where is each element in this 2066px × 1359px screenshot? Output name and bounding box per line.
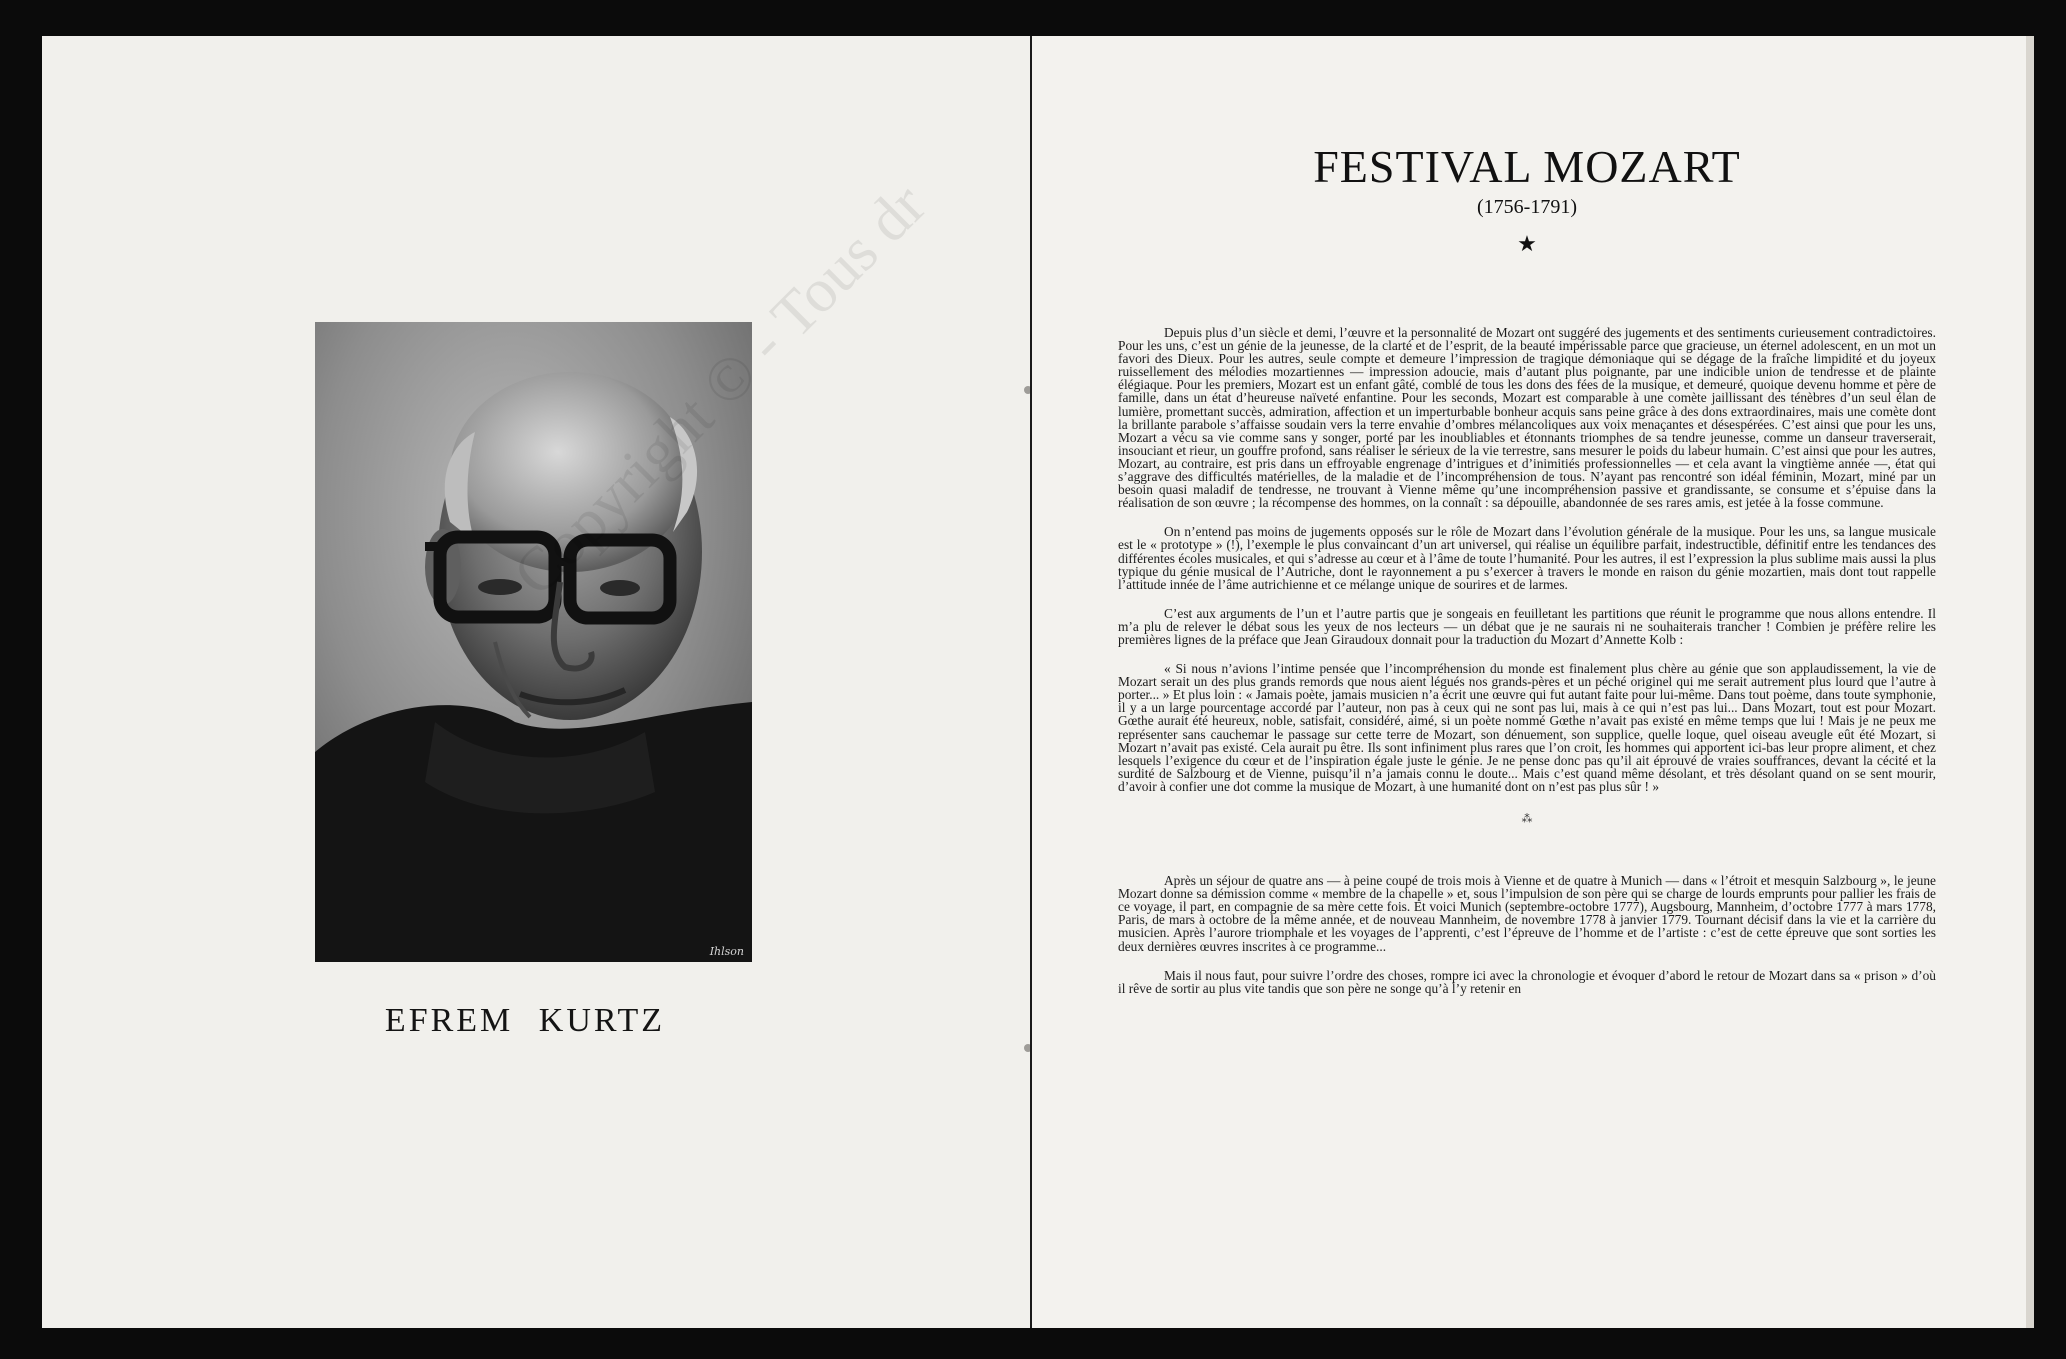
paragraph-3: C’est aux arguments de l’un et l’autre partis que je songeais en feuilletant les partitions que réunit le programme que nous allons entendre. Il m’a plu de relever le débat sous les yeux de nos lecteurs — un débat que je ne saurais ni ne souhaiterais trancher ! Combien je préfère relire les premières lignes de la préface que Jean Giraudoux donnait pour la traduction du Mozart d’Annette Kolb :: [1118, 605, 1936, 647]
article-body: [1118, 326, 1936, 995]
paragraph-5: Après un séjour de quatre ans — à peine coupé de trois mois à Vienne et de quatre à Munich — dans « l’étroit et mesquin Salzbourg », le jeune Mozart donne sa démission comme « membre de la chapelle » et, sous l’impulsion de son père qui se charge de lourds emprunts pour pallier les frais de ce voyage, il part, en compagnie de sa mère cette fois. Et voici Munich (septembre-octobre 1777), Augsbourg, Mannheim, d’octobre 1777 à mars 1778, Paris, de mars à octobre de la même année, et de nouveau Mannheim, de novembre 1778 à janvier 1779. Tournant décisif dans la vie et la carrière du musicien. Après l’aurore triomphale et les voyages de l’apprenti, c’est l’épreuve de l’homme et de l’artiste : c’est de cette épreuve que sont sorties les deux dernières œuvres inscrites à ce programme...: [1118, 873, 1936, 954]
photographer-signature: Ihlson: [709, 945, 744, 958]
composer-dates: (1756-1791): [1477, 196, 1577, 218]
paragraph-2: On n’entend pas moins de jugements opposés sur le rôle de Mozart dans l’évolution générale de la musique. Pour les uns, sa langue musicale est le « prototype » (!), l’exemple le plus convaincant d’un art universel, qui réalise un équilibre parfait, indestructible, définitif entre les tendances des différentes écoles musicales, et qui s’adresse au cœur et à l’âme de toute l’humanité. Pour les autres, il est l’expression la plus sublime mais aussi la plus typique du génie musical de l’Autriche, dont le rayonnement a pu s’exercer à travers le monde en raison du génie mozartien, mais dont tout rappelle l’attitude innée de l’âme autrichienne et ce mélange unique de sourires et de larmes.: [1118, 524, 1936, 592]
paragraph-6: Mais il nous faut, pour suivre l’ordre des choses, rompre ici avec la chronologie et évoquer d’abord le retour de Mozart dans sa « prison » d’où il rêve de sortir au plus vite tandis que son père ne songe qu’à l’y retenir en: [1118, 967, 1936, 996]
quotation-paragraph: « Si nous n’avions l’intime pensée que l’incompréhension du monde est finalement plus chère au génie que son applaudissement, la vie de Mozart serait un des plus grands remords que nous aient légués nos grands-pères et un péché originel qui me serait autrement plus lourd que l’autre à porter... » Et plus loin : « Jamais poète, jamais musicien n’a écrit une œuvre qui fut autant faite pour lui-même. Dans tout poème, dans toute symphonie, il y a un large pourcentage accordé par l’auteur, non pas à ceux qui ne sont pas lui, mais à ce qui n’est pas lui... Dans Mozart, tout est pour Mozart. Gœthe aurait été heureux, noble, satisfait, considéré, aimé, si un poète nommé Gœthe n’avait pas existé en même temps que lui ! Mais je ne peux me représenter sans cauchemar le passage sur cette terre de Mozart, son dénuement, son supplice, quelle loque, quel oiseau aveugle eût été Mozart, si Mozart n’avait pas existé. Cela aurait pu être. Ils sont infiniment plus rares que l’on croit, les hommes qui apportent ici-bas leur propre aliment, et chez lesquels l’exigence du cœur et de l’inspiration égale juste le génie. Je ne pense donc pas qu’il ait éprouvé de vraies souffrances, devant la cécité et la surdité de Salzbourg et de Vienne, puisqu’il n’a jamais connu le doute... Mais c’est quand même désolant, et très désolant quand on se sent mourir, d’avoir à confier une dot comme la musique de Mozart, à une humanité dont on n’est pas plus sûr ! »: [1118, 661, 1936, 794]
section-divider: ⁂: [1521, 813, 1533, 825]
left-page: [42, 36, 1042, 1328]
conductor-portrait: [315, 322, 752, 962]
paragraph-1: Depuis plus d’un siècle et demi, l’œuvre et la personnalité de Mozart ont suggéré des jugements et des sentiments curieusement contradictoires. Pour les uns, c’est un génie de la jeunesse, de la clarté et de l’esprit, de la beauté impérissable parce que gracieuse, un éternel adolescent, en un mot un favori des Dieux. Pour les autres, seule compte et demeure l’impression de tragique démoniaque qui se dégage de la fraîche limpidité et du joyeux ruissellement des mélodies mozartiennes — impression adoucie, mais d’autant plus poignante, par une indicible union de tendresse et de plainte élégiaque. Pour les premiers, Mozart est un enfant gâté, comblé de tous les dons des fées de la musique, et demeuré, quoique devenu homme et père de famille, dans un état d’heureuse naïveté enfantine. Pour les seconds, Mozart est comparable à une comète jaillissant des ténèbres d’un seul élan de lumière, promettant succès, admiration, affection et un imperturbable bonheur acquis sans peine grâce à des dons extraordinaires, mais une comète dont la brillante parabole s’affaisse soudain vers la terre envahie d’ombres mélancoliques aux voix menaçantes et désespérées. C’est ainsi que pour les uns, Mozart a vécu sa vie comme sans y songer, porté par les inoubliables et étonnants triomphes de sa tendre jeunesse, comme un danseur traverserait, insouciant et rieur, un gouffre profond, sans réaliser le sérieux de la vie terrestre, sans mesurer le poids du labeur humain. C’est ainsi que pour les autres, Mozart, au contraire, est pris dans un effroyable engrenage d’intrigues et d’inimitiés professionnelles — et cela avant la vingtième année —, état qui s’aggrave des difficultés matérielles, de la maladie et de l’incompréhension de tous. N’ayant pas rencontré son idéal féminin, Mozart, miné par un besoin quasi maladif de tendresse, ne trouvant à Vienne même qu’une incompréhension passive et grandissante, se consume et s’épuise dans la réalisation de son œuvre ; la récompense des hommes, on la connaît : sa dépouille, abandonnée de ses rares amis, est jetée à la fosse commune.: [1118, 325, 1936, 511]
page-title: FESTIVAL MOZART: [1313, 141, 1741, 192]
conductor-name: EFREM KURTZ: [384, 1002, 666, 1039]
right-page: [1032, 36, 2026, 1328]
page-edge: [2026, 36, 2034, 1328]
star-ornament: ★: [1517, 232, 1537, 257]
portrait-photo-image: [315, 322, 752, 962]
